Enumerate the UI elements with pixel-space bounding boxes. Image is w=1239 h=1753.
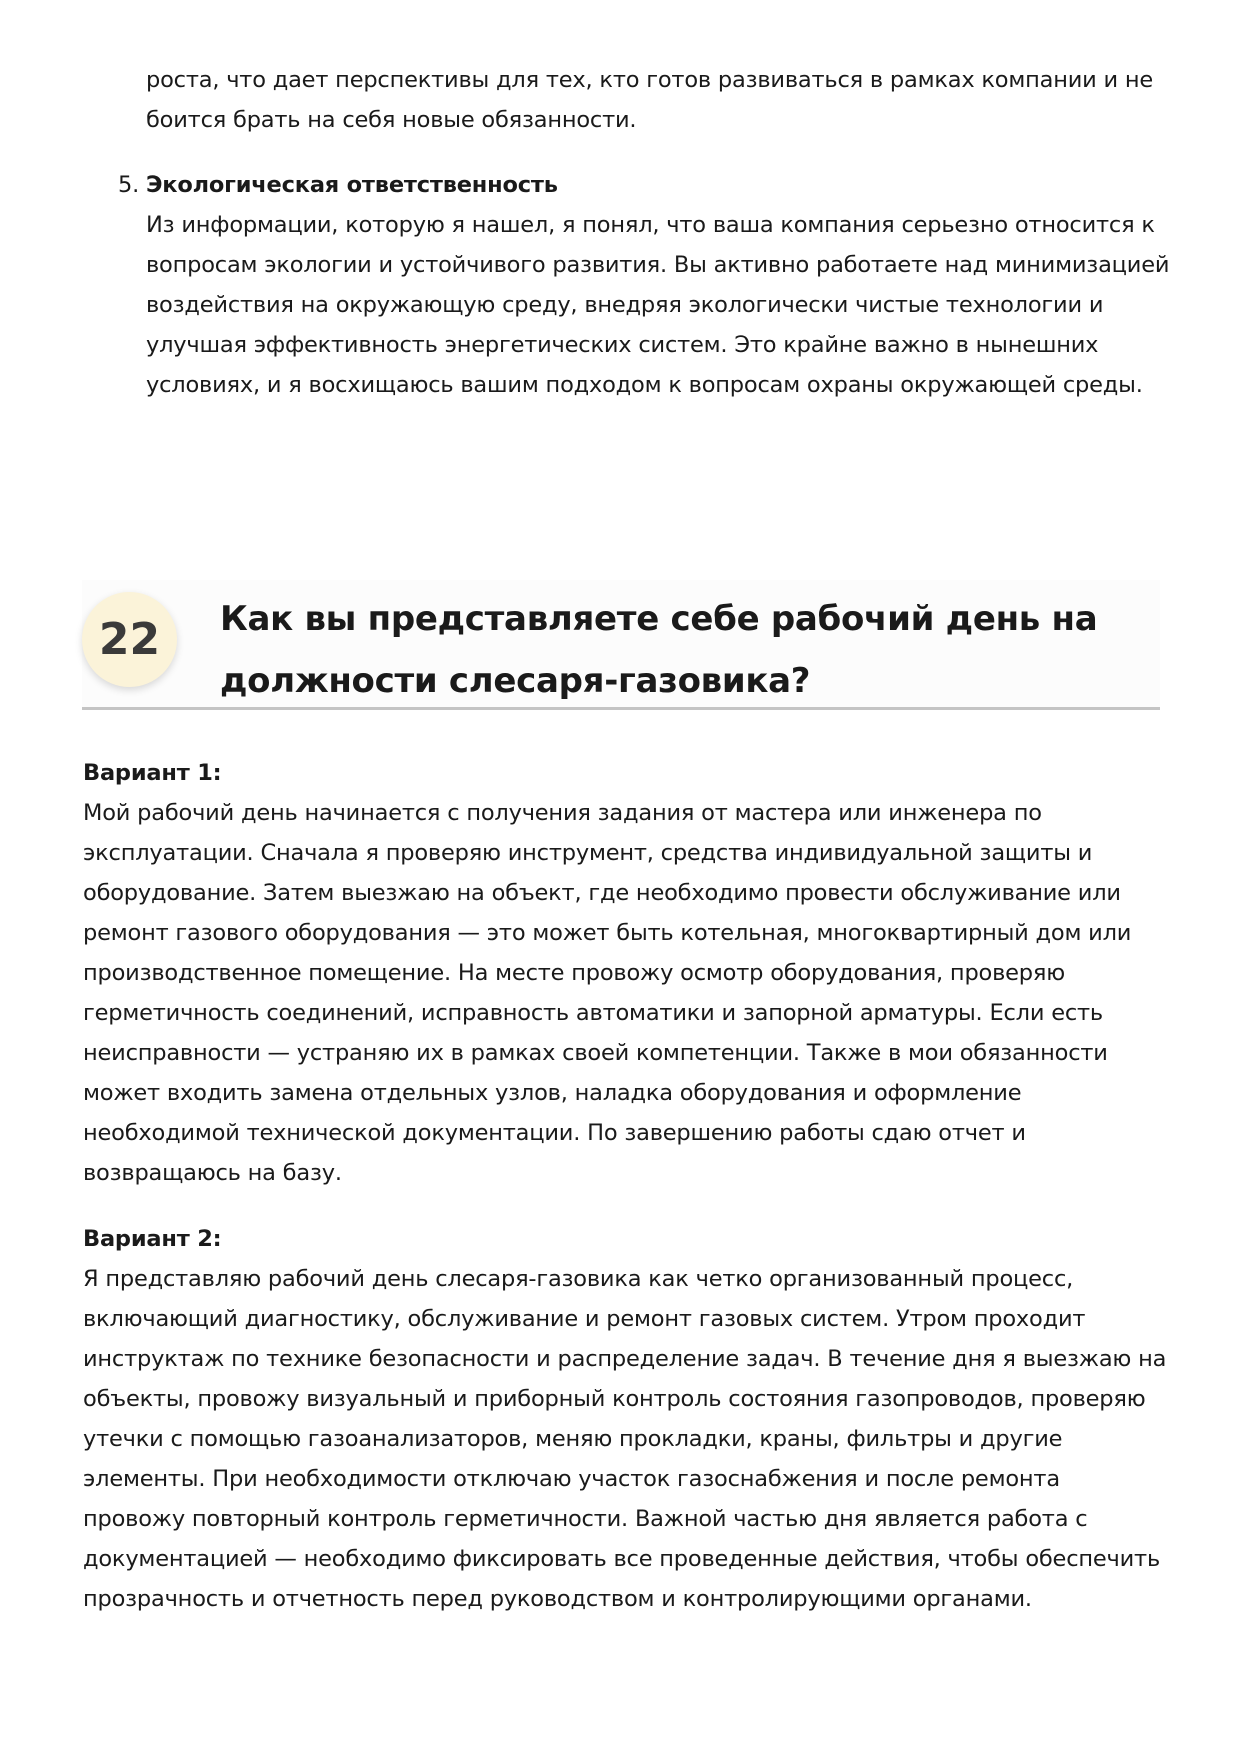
list-item-title: Экологическая ответственность [146, 172, 558, 198]
answer-variant-1 [83, 753, 1168, 1193]
answer-variant-2 [83, 1219, 1168, 1619]
variant-text: Мой рабочий день начинается с получения задания от мастера или инженера по эксплуатации. Сначала я проверяю инструмент, средства индивидуальной защиты и оборудование. Затем выезжаю на объект, где необходимо провести обслуживание или ремонт газового оборудования — это может быть котельная, многоквартирный дом или производственное помещение. На месте провожу осмотр оборудования, проверяю герметичность соединений, исправность автоматики и запорной арматуры. Если есть неисправности — устраняю их в рамках своей компетенции. Также в мои обязанности может входить замена отдельных узлов, наладка оборудования и оформление необходимой технической документации. По завершению работы сдаю отчет и возвращаюсь на базу. [83, 800, 1132, 1186]
variant-text: Я представляю рабочий день слесаря-газовика как четко организованный процесс, включающий диагностику, обслуживание и ремонт газовых систем. Утром проходит инструктаж по технике безопасности и распределение задач. В течение дня я выезжаю на объекты, провожу визуальный и приборный контроль состояния газопроводов, проверяю утечки с помощью газоанализаторов, меняю прокладки, краны, фильтры и другие элементы. При необходимости отключаю участок газоснабжения и после ремонта провожу повторный контроль герметичности. Важной частью дня является работа с документацией — необходимо фиксировать все проведенные действия, чтобы обеспечить прозрачность и отчетность перед руководством и контролирующими органами. [83, 1266, 1167, 1612]
list-item-5 [118, 165, 1178, 405]
variant-label: Вариант 1: [83, 760, 222, 786]
question-header [82, 580, 1160, 710]
variant-label: Вариант 2: [83, 1226, 222, 1252]
question-title: Как вы представляете себе рабочий день на должности слесаря-газовика? [220, 599, 1098, 701]
list-item-text: Из информации, которую я нашел, я понял, что ваша компания серьезно относится к вопросам экологии и устойчивого развития. Вы активно работаете над минимизацией воздействия на окружающую среду, внедряя экологически чистые технологии и улучшая эффективность энергетических систем. Это крайне важно в нынешних условиях, и я восхищаюсь вашим подходом к вопросам охраны окружающей среды. [146, 212, 1170, 398]
list-item-number: 5. [118, 172, 140, 198]
list-item-continuation: роста, что дает перспективы для тех, кто готов развиваться в рамках компании и не боится брать на себя новые обязанности. [146, 67, 1154, 133]
question-number-badge: 22 [82, 592, 177, 687]
list-item-content [146, 165, 1178, 405]
